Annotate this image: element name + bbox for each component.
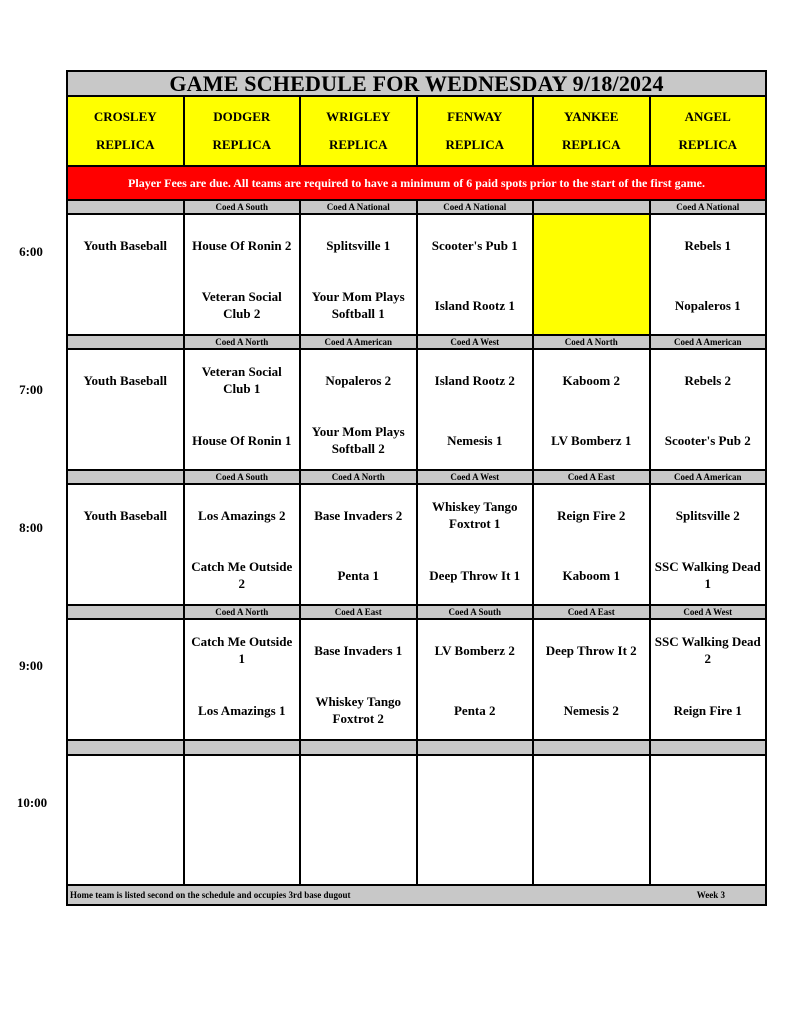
division-label bbox=[68, 471, 185, 483]
division-label bbox=[534, 201, 651, 213]
division-label: Coed A American bbox=[674, 337, 742, 347]
visiting-team: Catch Me Outside 1 bbox=[191, 634, 293, 666]
game-cell bbox=[418, 350, 535, 469]
week-label: Week 3 bbox=[696, 890, 725, 900]
visiting-team: SSC Walking Dead 2 bbox=[654, 634, 761, 666]
visiting-team: Reign Fire 2 bbox=[557, 507, 626, 523]
division-label: Coed A North bbox=[185, 606, 302, 618]
division-row bbox=[68, 336, 765, 350]
game-cell bbox=[185, 215, 302, 334]
home-team: Your Mom Plays Softball 2 bbox=[311, 424, 405, 456]
home-team bbox=[70, 418, 181, 462]
home-team-note: Home team is listed second on the schedule and occupies 3rd base dugout bbox=[70, 890, 351, 900]
game-cell bbox=[301, 350, 418, 469]
time-label: 10:00 bbox=[16, 795, 48, 810]
visiting-team: Kaboom 2 bbox=[562, 372, 620, 388]
division-row bbox=[68, 201, 765, 215]
empty-cell bbox=[301, 756, 418, 884]
visiting-team bbox=[536, 223, 647, 267]
visiting-team: Youth Baseball bbox=[83, 507, 167, 523]
home-team: Penta 1 bbox=[337, 567, 380, 583]
game-row bbox=[68, 485, 765, 606]
home-team: Penta 2 bbox=[453, 702, 496, 718]
division-label: Coed A North bbox=[301, 471, 418, 483]
game-cell bbox=[534, 350, 651, 469]
division-label: Coed A American bbox=[674, 472, 742, 482]
field-header bbox=[301, 97, 418, 165]
time-label: 6:00 bbox=[19, 244, 43, 259]
empty-cell bbox=[651, 756, 766, 884]
visiting-team: Rebels 1 bbox=[684, 237, 732, 253]
division-label: Coed A South bbox=[185, 201, 302, 213]
division-label: Coed A South bbox=[418, 606, 535, 618]
fees-notice: Player Fees are due. All teams are required to have a minimum of 6 paid spots prior to the start of the first game. bbox=[68, 167, 765, 201]
field-sub: REPLICA bbox=[328, 137, 388, 152]
visiting-team: Island Rootz 2 bbox=[434, 372, 515, 388]
time-slots bbox=[68, 201, 765, 741]
empty-cell bbox=[185, 741, 302, 754]
visiting-team: Youth Baseball bbox=[83, 372, 167, 388]
home-team: Nopaleros 1 bbox=[674, 297, 741, 313]
game-cell bbox=[68, 215, 185, 334]
game-cell bbox=[301, 215, 418, 334]
division-label: Coed A National bbox=[301, 201, 418, 213]
footer-bar bbox=[68, 886, 765, 904]
empty-cell bbox=[418, 741, 535, 754]
field-header bbox=[534, 97, 651, 165]
home-team: Island Rootz 1 bbox=[434, 297, 515, 313]
division-label: Coed A West bbox=[418, 471, 535, 483]
empty-cell bbox=[68, 741, 185, 754]
late-slot-row bbox=[68, 756, 765, 886]
game-row bbox=[68, 620, 765, 741]
division-label: Coed A West bbox=[683, 607, 733, 617]
game-row bbox=[68, 350, 765, 471]
field-header bbox=[68, 97, 185, 165]
game-row bbox=[68, 215, 765, 336]
home-team bbox=[70, 553, 181, 597]
home-team bbox=[70, 688, 181, 732]
game-cell bbox=[534, 620, 651, 739]
field-name: YANKEE bbox=[564, 109, 619, 124]
division-label: Coed A American bbox=[301, 336, 418, 348]
game-cell bbox=[418, 215, 535, 334]
game-cell bbox=[651, 485, 766, 604]
field-name: CROSLEY bbox=[93, 109, 157, 124]
field-name: FENWAY bbox=[447, 109, 503, 124]
visiting-team: Veteran Social Club 1 bbox=[201, 364, 282, 396]
home-team bbox=[536, 283, 647, 327]
game-cell bbox=[301, 620, 418, 739]
time-label: 9:00 bbox=[19, 658, 43, 673]
division-label: Coed A National bbox=[418, 201, 535, 213]
home-team: Your Mom Plays Softball 1 bbox=[311, 289, 405, 321]
game-cell bbox=[418, 485, 535, 604]
home-team: Kaboom 1 bbox=[562, 567, 620, 583]
game-cell bbox=[418, 620, 535, 739]
field-name: DODGER bbox=[213, 109, 271, 124]
division-label: Coed A North bbox=[185, 336, 302, 348]
visiting-team: House Of Ronin 2 bbox=[192, 237, 292, 253]
home-team bbox=[70, 283, 181, 327]
time-label: 8:00 bbox=[19, 520, 43, 535]
home-team: SSC Walking Dead 1 bbox=[654, 559, 761, 591]
empty-cell bbox=[301, 741, 418, 754]
empty-cell bbox=[418, 756, 535, 884]
field-sub: REPLICA bbox=[212, 137, 271, 152]
division-label: Coed A East bbox=[534, 471, 651, 483]
visiting-team: Rebels 2 bbox=[684, 372, 732, 388]
empty-cell bbox=[534, 756, 651, 884]
division-label bbox=[68, 606, 185, 618]
game-cell bbox=[534, 215, 651, 334]
division-label bbox=[68, 336, 185, 348]
division-label: Coed A East bbox=[301, 606, 418, 618]
empty-division-row bbox=[68, 741, 765, 756]
game-cell bbox=[68, 485, 185, 604]
game-cell bbox=[185, 485, 302, 604]
division-label: Coed A North bbox=[534, 336, 651, 348]
schedule-table bbox=[66, 70, 767, 906]
empty-cell bbox=[534, 741, 651, 754]
schedule-title: GAME SCHEDULE FOR WEDNESDAY 9/18/2024 bbox=[68, 72, 765, 97]
game-cell bbox=[185, 620, 302, 739]
field-sub: REPLICA bbox=[678, 137, 737, 152]
home-team: House Of Ronin 1 bbox=[192, 432, 292, 448]
home-team: Veteran Social Club 2 bbox=[201, 289, 282, 321]
division-row bbox=[68, 471, 765, 485]
empty-cell bbox=[68, 756, 185, 884]
game-cell bbox=[651, 215, 766, 334]
field-sub: REPLICA bbox=[95, 137, 155, 152]
empty-cell bbox=[651, 741, 766, 754]
division-label: Coed A National bbox=[676, 202, 740, 212]
home-team: Nemesis 1 bbox=[447, 432, 503, 448]
visiting-team: Base Invaders 1 bbox=[314, 642, 403, 658]
field-header-row bbox=[68, 97, 765, 167]
home-team: LV Bomberz 1 bbox=[551, 432, 632, 448]
game-cell bbox=[68, 620, 185, 739]
home-team: Deep Throw It 1 bbox=[429, 567, 521, 583]
field-header bbox=[185, 97, 302, 165]
field-header bbox=[651, 97, 766, 165]
division-label: Coed A South bbox=[185, 471, 302, 483]
visiting-team: Base Invaders 2 bbox=[314, 507, 403, 523]
time-label: 7:00 bbox=[19, 382, 43, 397]
field-name: WRIGLEY bbox=[326, 109, 391, 124]
home-team: Whiskey Tango Foxtrot 2 bbox=[315, 694, 402, 726]
game-cell bbox=[68, 350, 185, 469]
visiting-team: Whiskey Tango Foxtrot 1 bbox=[431, 499, 518, 531]
game-cell bbox=[651, 350, 766, 469]
visiting-team bbox=[70, 628, 181, 672]
field-header bbox=[418, 97, 535, 165]
game-cell bbox=[185, 350, 302, 469]
field-name: ANGEL bbox=[684, 109, 731, 124]
division-row bbox=[68, 606, 765, 620]
field-sub: REPLICA bbox=[445, 137, 504, 152]
visiting-team: Youth Baseball bbox=[83, 237, 167, 253]
game-cell bbox=[301, 485, 418, 604]
game-cell bbox=[651, 620, 766, 739]
division-label: Coed A East bbox=[534, 606, 651, 618]
home-team: Los Amazings 1 bbox=[198, 702, 286, 718]
field-sub: REPLICA bbox=[561, 137, 621, 152]
game-cell bbox=[534, 485, 651, 604]
visiting-team: Splitsville 1 bbox=[326, 237, 391, 253]
visiting-team: Nopaleros 2 bbox=[325, 372, 392, 388]
home-team: Reign Fire 1 bbox=[673, 702, 742, 718]
empty-cell bbox=[185, 756, 302, 884]
visiting-team: Los Amazings 2 bbox=[198, 507, 286, 523]
home-team: Catch Me Outside 2 bbox=[191, 559, 293, 591]
division-label: Coed A West bbox=[418, 336, 535, 348]
visiting-team: Scooter's Pub 1 bbox=[431, 237, 518, 253]
division-label bbox=[68, 201, 185, 213]
home-team: Nemesis 2 bbox=[563, 702, 619, 718]
visiting-team: LV Bomberz 2 bbox=[434, 642, 515, 658]
home-team: Scooter's Pub 2 bbox=[664, 432, 751, 448]
visiting-team: Splitsville 2 bbox=[675, 507, 740, 523]
visiting-team: Deep Throw It 2 bbox=[545, 642, 637, 658]
